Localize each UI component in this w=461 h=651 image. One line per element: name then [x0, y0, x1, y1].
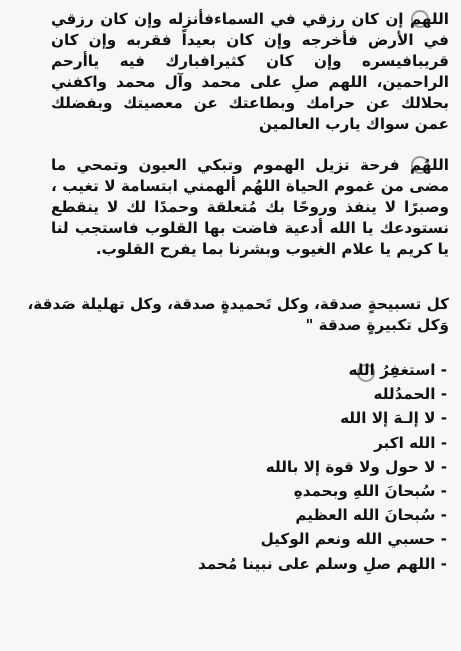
list-item: - لا حول ولا قوة إلا بالله [265, 457, 447, 476]
list-item: - استغفِرُ الله [348, 361, 447, 379]
list-item: - لا إلـهَ إلا الله [340, 409, 447, 428]
list-item: - سُبحانَ اللهِ وبحمدهِ [293, 482, 447, 501]
list-item: - سُبحانَ الله العظيم [295, 506, 447, 525]
dua-paragraph-1 [51, 9, 449, 135]
list-item: - الحمدُلله [373, 385, 447, 404]
dua-paragraph-1-text: اللهم إن كان رزقي في السماءفأنزله وإن كان رزقي في الأرض فأخرجه وإن كان بعيداً فقربه وإن كان قريبافيسره وإن كان كثيرافبارك فيه ياأرحم الراحمين، اللهم صلِ على محمد وآل محمد واكفني بحلالك عن حرامك وبطاعتك عن معصيتك وبفضلك عمن سواك يارب العالمين [51, 10, 449, 133]
list-item: - اللهم صلِ وسلم على نبينا مُحمد [197, 554, 447, 573]
dhikr-list [27, 358, 447, 576]
dua-paragraph-2-text: اللهُم فرحة تزيل الهموم وتبكي العيون وتمحي ما مضى من غموم الحياة اللهُم ألهمني ابتسامة لا تغيب ، وصبرًا لا ينفذ وروحًا بك مُتعلقة وحمدًا لك لا ينقطع نستودعك يا الله أدعية فاضت بها القلوب فاستجب لنا يا كريم يا علام الغيوب وبشرنا بما يفرح القلوب. [51, 156, 449, 258]
list-item: - حسبي الله ونعم الوكيل [260, 530, 447, 549]
dua-paragraph-2 [51, 155, 449, 260]
intro-text: كل تسبيحةٍ صدقة، وكل تَحميدةٍ صدقة، وكل تهليلة صَدقة، وَكل تكبيرةٍ صدقة " [27, 295, 449, 334]
list-item: - الله اكبر [374, 433, 447, 452]
